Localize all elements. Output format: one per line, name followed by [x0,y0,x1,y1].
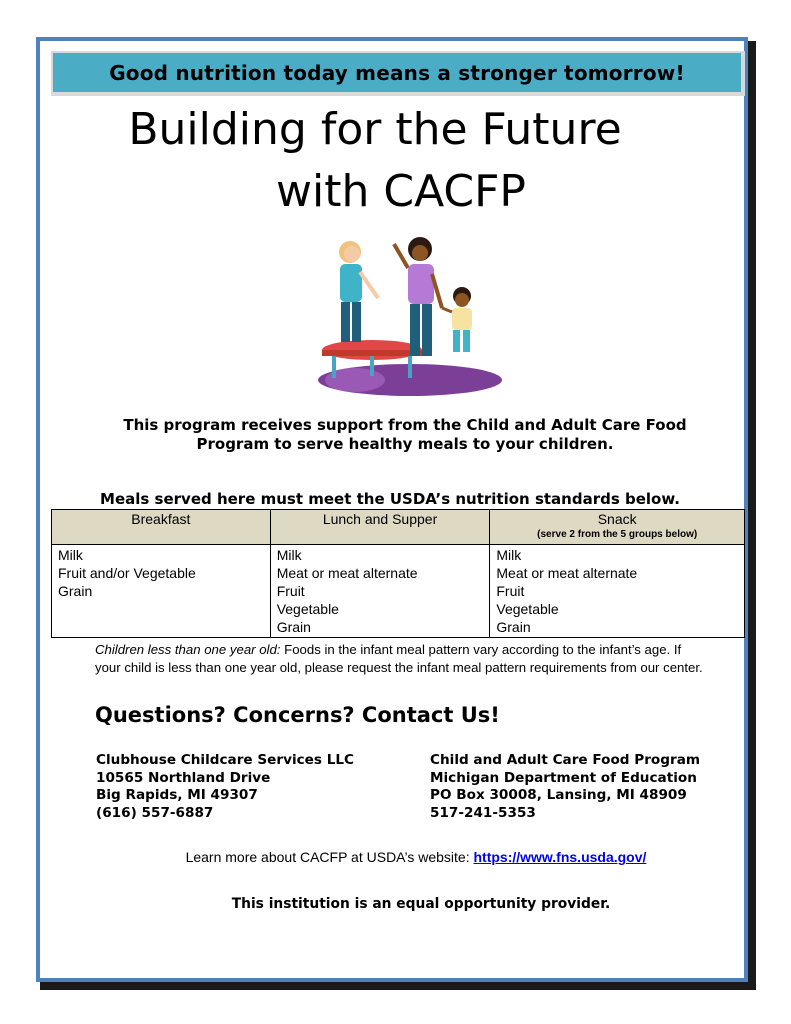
header-snack [490,510,745,545]
woman-leg [352,302,361,342]
child-face [455,293,469,307]
center-contact-block [96,752,354,822]
usda-website-link[interactable]: https://www.fns.usda.gov/ [473,849,647,865]
woman-face [344,246,360,262]
page-title-line1: Building for the Future [128,104,622,155]
child-leg [453,330,460,352]
list-item: Meat or meat alternate [496,565,638,581]
header-snack-label: Snack [597,511,637,527]
contact-heading: Questions? Concerns? Contact Us! [95,703,500,727]
table-leg [370,356,374,376]
list-item: Grain [58,583,93,599]
table-row [52,545,745,638]
list-item: Vegetable [276,601,339,617]
center-city: Big Rapids, MI 49307 [96,787,258,803]
list-item: Fruit and/or Vegetable [58,565,196,581]
list-item: Milk [58,547,83,563]
breakfast-items [52,545,271,638]
header-breakfast: Breakfast [52,510,271,545]
infant-note-lead: Children less than one year old: [95,642,281,657]
lunch-items [270,545,490,638]
program-support-statement [60,416,750,454]
learn-more-text: Learn more about CACFP at USDA’s website: [185,849,474,865]
list-item: Milk [496,547,522,563]
table-header-row [52,510,745,545]
page-title-line2: with CACFP [276,166,526,217]
header-snack-note: (serve 2 from the 5 groups below) [537,529,698,540]
agency-address: PO Box 30008, Lansing, MI 48909 [430,787,687,803]
table-leg [332,356,336,378]
infant-note-text: Foods in the infant meal pattern vary according to the infant’s age. If your child is less than one year old, please request the infant meal pattern requirements from our center. [95,642,703,675]
list-item: Grain [496,619,531,635]
list-item: Fruit [496,583,525,599]
woman2-shirt [408,264,434,304]
woman2-face [412,245,428,261]
agency-department: Michigan Department of Education [430,769,697,786]
equal-opportunity-statement: This institution is an equal opportunity provider. [231,896,611,912]
meal-pattern-table [51,509,745,638]
support-line-2: Program to serve healthy meals to your children. [196,435,614,453]
state-agency-contact-block [430,752,700,822]
woman-shirt [340,264,362,302]
list-item: Vegetable [496,601,559,617]
infant-meal-note [95,641,705,677]
header-lunch-supper: Lunch and Supper [270,510,490,545]
support-line-1: This program receives support from the Child and Adult Care Food [123,416,687,434]
learn-more-line [60,849,772,865]
agency-program: Child and Adult Care Food Program [430,752,701,768]
center-phone: (616) 557-6887 [96,804,214,821]
meals-standards-heading: Meals served here must meet the USDA’s nutrition standards below. [100,490,680,508]
snack-items [490,545,745,638]
slogan-text: Good nutrition today means a stronger tomorrow! [53,53,741,92]
child-leg [463,330,470,352]
center-street: 10565 Northland Drive [96,769,271,786]
agency-phone: 517-241-5353 [430,804,536,821]
woman2-leg [422,304,432,356]
list-item: Meat or meat alternate [276,565,418,581]
list-item: Milk [276,547,302,563]
woman2-waving-arm [394,244,408,268]
woman2-leg [410,304,420,356]
list-item: Grain [276,619,311,635]
center-name: Clubhouse Childcare Services LLC [96,752,355,768]
child-arm [442,308,452,312]
woman-leg [341,302,350,342]
table-edge [322,350,422,356]
woman-arm [360,272,378,298]
table-leg [408,356,412,378]
child-shirt [452,308,472,330]
family-at-table-illustration [310,232,505,402]
list-item: Fruit [276,583,305,599]
slogan-banner [51,51,745,96]
